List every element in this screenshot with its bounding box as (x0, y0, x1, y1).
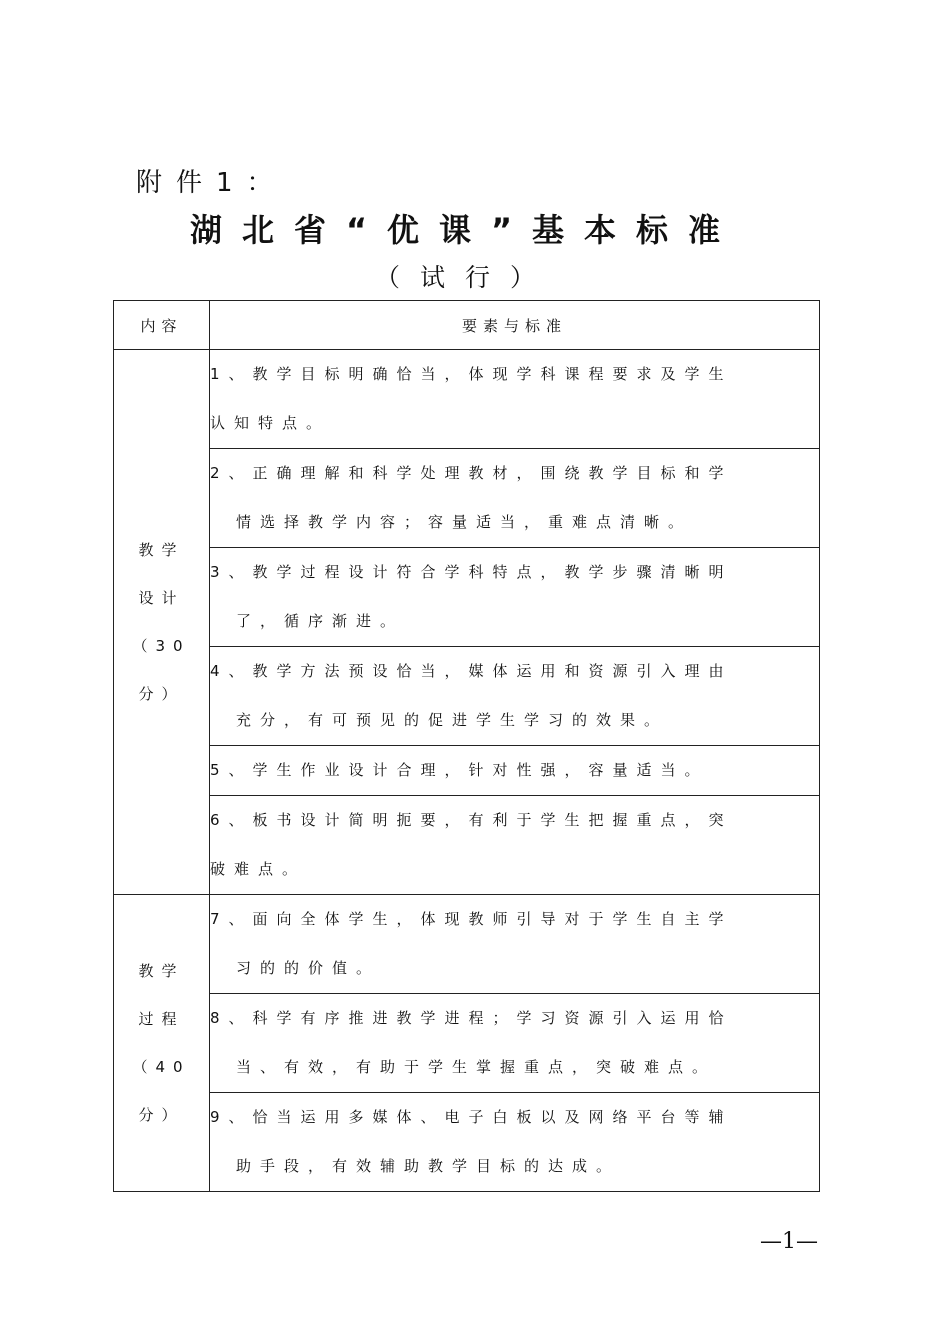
table-row (114, 895, 820, 994)
standard-item-9 (210, 1093, 820, 1192)
standard-item-3 (210, 548, 820, 647)
attachment-label: 附件1： (136, 168, 287, 198)
item-line: 5、学生作业设计合理，针对性强，容量适当。 (210, 761, 709, 779)
item-line: 当、有效，有助于学生掌握重点，突破难点。 (236, 1058, 717, 1076)
section-label-line: 分） (138, 685, 185, 703)
item-line: 2、正确理解和科学处理教材，围绕教学目标和学 (210, 464, 733, 482)
standard-item-7 (210, 895, 820, 994)
section-label-line: （30 (132, 637, 191, 655)
item-line: 认知特点。 (210, 414, 331, 432)
standard-item-5 (210, 746, 820, 796)
item-line: 习的的价值。 (236, 959, 381, 977)
item-line: 充分，有可预见的促进学生学习的效果。 (236, 711, 669, 729)
table-row (114, 1093, 820, 1192)
section-label-line: 过程 (138, 1010, 185, 1028)
section-label-design (114, 350, 210, 895)
standard-item-8 (210, 994, 820, 1093)
standard-item-2 (210, 449, 820, 548)
section-label-line: （40 (132, 1058, 191, 1076)
item-line: 6、板书设计简明扼要，有利于学生把握重点，突 (210, 811, 733, 829)
table-row (114, 796, 820, 895)
standards-table (113, 300, 820, 1192)
standard-item-6 (210, 796, 820, 895)
item-line: 破难点。 (210, 860, 307, 878)
column-header-elements: 要素与标准 (210, 301, 820, 350)
item-line: 3、教学过程设计符合学科特点，教学步骤清晰明 (210, 563, 733, 581)
table-row (114, 994, 820, 1093)
table-row (114, 548, 820, 647)
section-label-line: 教学 (138, 541, 185, 559)
standard-item-4 (210, 647, 820, 746)
page-number: —1— (760, 1229, 818, 1254)
item-line: 1、教学目标明确恰当，体现学科课程要求及学生 (210, 365, 733, 383)
column-header-content: 内容 (114, 301, 210, 350)
item-line: 8、科学有序推进教学进程；学习资源引入运用恰 (210, 1009, 733, 1027)
item-line: 7、面向全体学生，体现教师引导对于学生自主学 (210, 910, 733, 928)
section-label-line: 教学 (138, 962, 185, 980)
item-line: 情选择教学内容；容量适当，重难点清晰。 (236, 513, 693, 531)
table-row (114, 449, 820, 548)
table-header-row (114, 301, 820, 350)
item-line: 了，循序渐进。 (236, 612, 405, 630)
section-label-process (114, 895, 210, 1192)
section-label-line: 分） (138, 1106, 185, 1124)
standard-item-1 (210, 350, 820, 449)
item-line: 4、教学方法预设恰当，媒体运用和资源引入理由 (210, 662, 733, 680)
table-row (114, 746, 820, 796)
section-label-line: 设计 (138, 589, 185, 607)
item-line: 9、恰当运用多媒体、电子白板以及网络平台等辅 (210, 1108, 733, 1126)
document-subtitle: （试行） (374, 263, 555, 292)
table-row (114, 647, 820, 746)
item-line: 助手段，有效辅助教学目标的达成。 (236, 1157, 621, 1175)
table-row (114, 350, 820, 449)
document-title: 湖北省“优课”基本标准 (189, 211, 741, 249)
